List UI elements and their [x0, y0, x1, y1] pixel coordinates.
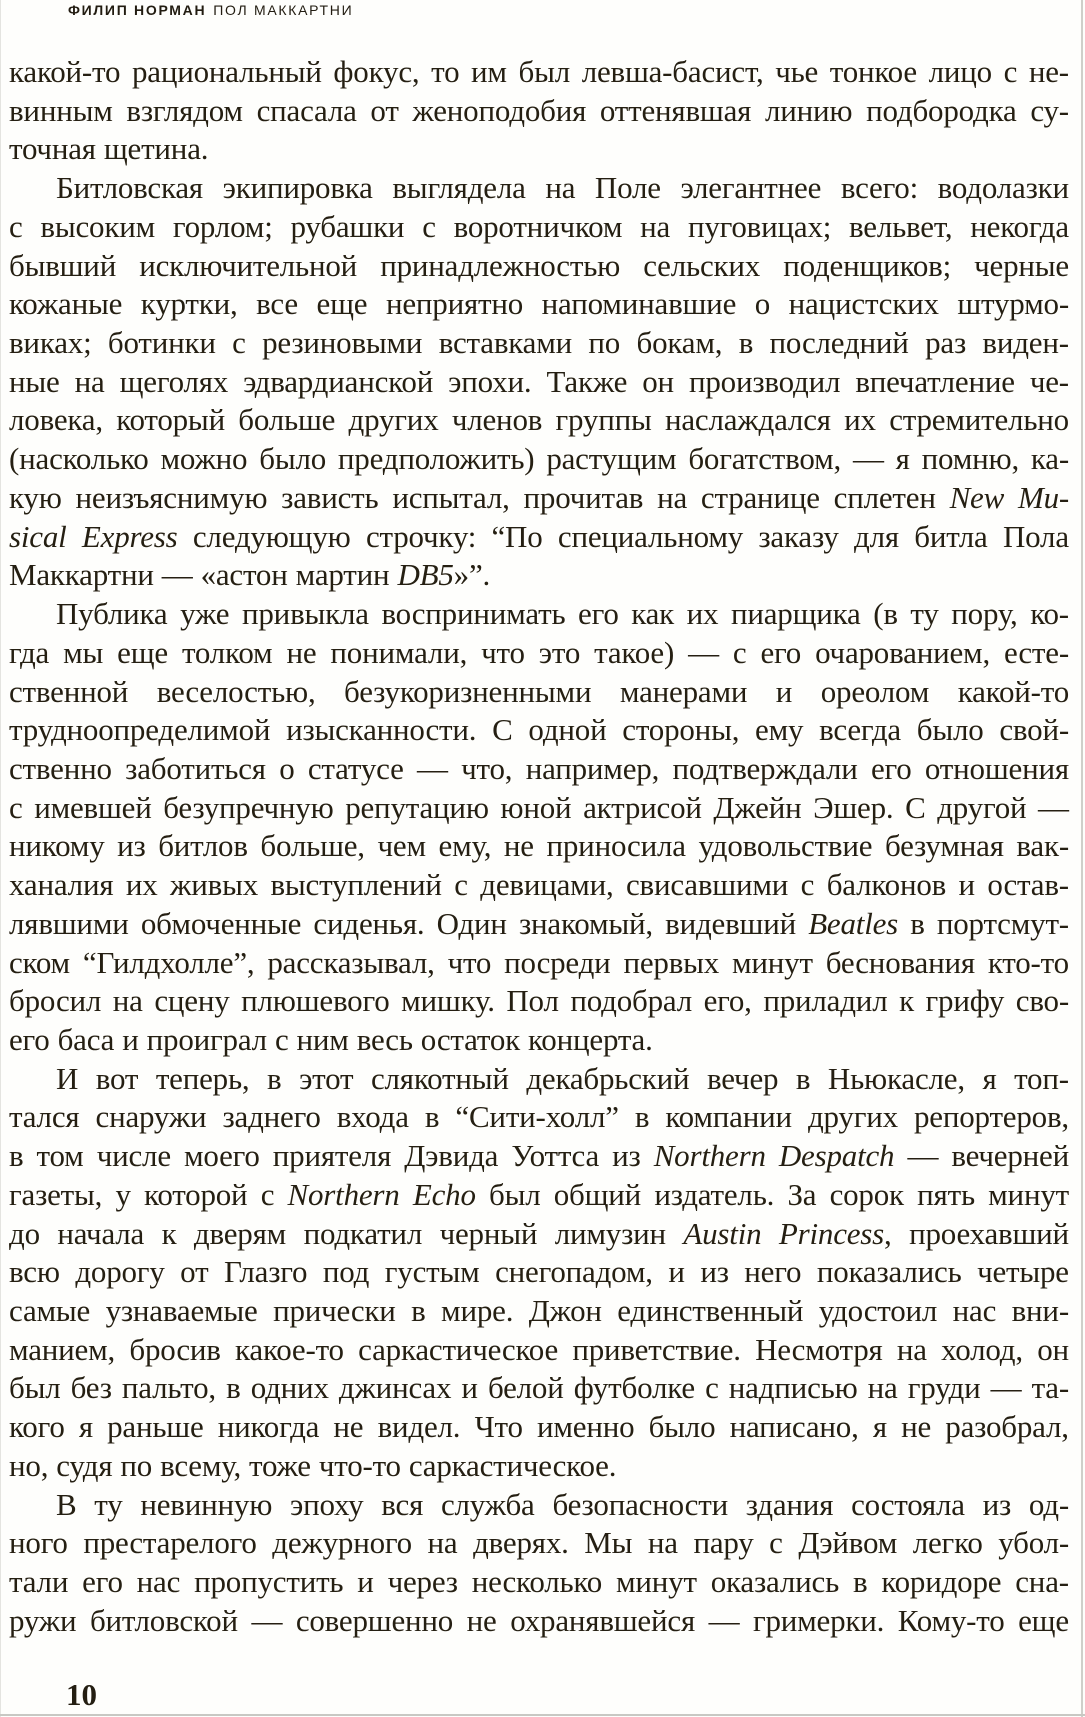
text-line: но, судя по всему, тоже что-то саркастическое. [9, 1447, 617, 1483]
text-line: был без пальто, в одних джинсах и белой футболке с надписью на груди — та- [9, 1370, 1069, 1406]
text-line: с высоким горлом; рубашки с воротничком на пуговицах; вельвет, некогда [9, 208, 1069, 244]
text-line: никому из битлов больше, чем ему, не приносила удовольствие безумная вак- [9, 828, 1069, 864]
text-line: трудноопределимой изысканности. С одной стороны, ему всегда было свой- [9, 712, 1069, 748]
text-line: ружи битловской — совершенно не охранявшейся — гримерки. Кому-то еще [9, 1602, 1069, 1638]
text-line: в том числе моего приятеля Дэвида Уоттса из Northern Despatch — вечерней [9, 1138, 1069, 1174]
text-line: тали его нас пропустить и через несколько минут оказались в коридоре сна- [9, 1564, 1069, 1600]
text-line: ственной веселостью, безукоризненными манерами и ореолом какой-то [9, 673, 1069, 709]
text-line: лявшими обмоченные сиденья. Один знакомый, видевший Beatles в портсмут- [9, 905, 1069, 941]
text-line: ственно заботиться о статусе — что, например, подтверждали его отношения [9, 750, 1069, 786]
text-line: всю дорогу от Глазго под густым снегопадом, и из него показались четыре [9, 1254, 1069, 1290]
text-line: Публика уже привыкла воспринимать его как их пиарщика (в ту пору, ко- [56, 596, 1069, 632]
text-line: В ту невинную эпоху вся служба безопасности здания состояла из од- [56, 1486, 1069, 1522]
text-line: гда мы еще толком не понимали, что это такое) — с его очарованием, есте- [9, 634, 1069, 670]
text-line: какой-то рациональный фокус, то им был левша-басист, чье тонкое лицо с не- [9, 54, 1069, 89]
text-line: газеты, у которой с Northern Echo был общий издатель. За сорок пять минут [9, 1176, 1069, 1212]
text-line: самые узнаваемые прически в мире. Джон единственный удостоил нас вни- [9, 1293, 1069, 1328]
text-line: ханалия их живых выступлений с девицами, свисавшими с балконов и остав- [9, 867, 1069, 903]
running-header-title: ПОЛ МАККАРТНИ [213, 2, 354, 18]
running-header-author: ФИЛИП НОРМАН [68, 2, 207, 18]
text-line: бросил на сцену плюшевого мишку. Пол подобрал его, приладил к грифу сво- [9, 983, 1069, 1019]
text-line: sical Express следующую строчку: “По специальному заказу для битла Пола [9, 518, 1069, 554]
running-header [68, 2, 353, 18]
text-line: кожаные куртки, все еще неприятно напоминавшие о нацистских штурмо- [9, 286, 1069, 322]
text-line: кого я раньше никогда не видел. Что именно было написано, я не разобрал, [9, 1409, 1069, 1445]
text-line: манием, бросив какое-то саркастическое приветствие. Несмотря на холод, он [9, 1331, 1069, 1367]
text-line: Маккартни — «астон мартин DB5»”. [9, 557, 491, 593]
text-line: до начала к дверям подкатил черный лимузин Austin Princess, проехавший [9, 1215, 1069, 1251]
text-line: ском “Гилдхолле”, рассказывал, что посреди первых минут беснования кто-то [9, 944, 1069, 980]
page-edge-right [1081, 0, 1083, 1717]
text-line: Битловская экипировка выглядела на Поле элегантнее всего: водолазки [56, 170, 1069, 206]
text-line: И вот теперь, в этот слякотный декабрьский вечер в Ньюкасле, я топ- [56, 1060, 1069, 1096]
page-edge-left [0, 0, 1, 1717]
text-line: кую неизъяснимую зависть испытал, прочитав на странице сплетен New Mu- [9, 479, 1069, 515]
text-line: ные на щеголях эдвардианской эпохи. Также он производил впечатление че- [9, 363, 1069, 399]
text-line: с имевшей безупречную репутацию юной актрисой Джейн Эшер. С другой — [9, 789, 1069, 825]
text-line: (насколько можно было предположить) растущим богатством, — я помню, ка- [9, 441, 1069, 477]
text-line: точная щетина. [9, 131, 209, 167]
page-number: 10 [66, 1677, 97, 1712]
text-line: винным взглядом спасала от женоподобия оттенявшая линию подбородка су- [9, 92, 1069, 128]
text-line: его баса и проиграл с ним весь остаток концерта. [9, 1021, 653, 1057]
text-line: тался снаружи заднего входа в “Сити-холл” в компании других репортеров, [9, 1099, 1069, 1135]
text-line: ловека, который больше других членов группы наслаждался их стремительно [9, 402, 1069, 438]
text-line: ного престарелого дежурного на дверях. Мы на пару с Дэйвом легко убол- [9, 1525, 1069, 1561]
text-line: бывший исключительной принадлежностью сельских поденщиков; черные [9, 247, 1069, 283]
page-edge-bottom [0, 1714, 1085, 1716]
text-line: виках; ботинки с резиновыми вставками по бокам, в последний раз виден- [9, 325, 1069, 361]
page-text [9, 53, 1069, 1640]
